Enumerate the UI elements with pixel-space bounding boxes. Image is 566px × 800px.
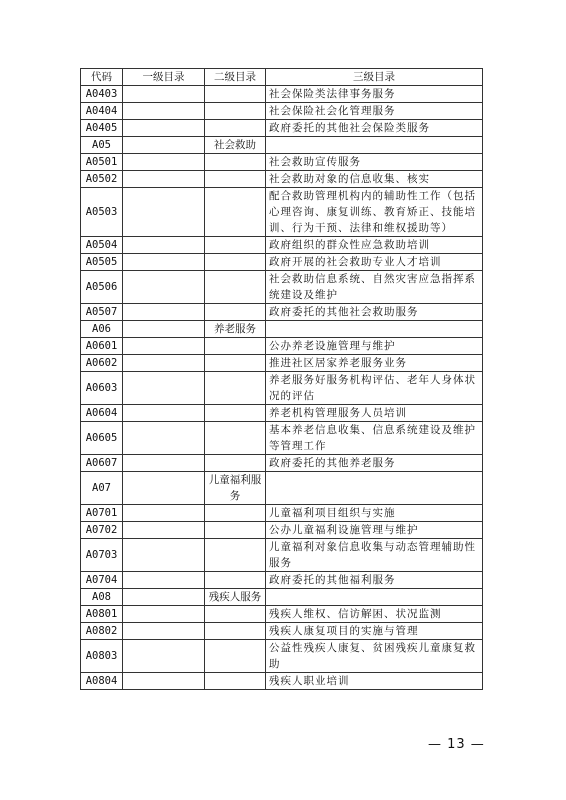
table-row bbox=[81, 589, 483, 606]
cell-level3: 基本养老信息收集、信息系统建设及维护等管理工作 bbox=[266, 422, 483, 455]
cell-level1 bbox=[123, 237, 205, 254]
cell-level3 bbox=[266, 472, 483, 505]
table-row bbox=[81, 338, 483, 355]
cell-level3: 配合救助管理机构内的辅助性工作（包括心理咨询、康复训练、教育矫正、技能培训、行为干预、法律和维权援助等） bbox=[266, 188, 483, 237]
table-row bbox=[81, 606, 483, 623]
cell-code: A0701 bbox=[81, 505, 123, 522]
cell-level2 bbox=[205, 623, 266, 640]
cell-level1 bbox=[123, 405, 205, 422]
cell-code: A0803 bbox=[81, 640, 123, 673]
cell-level3: 儿童福利项目组织与实施 bbox=[266, 505, 483, 522]
cell-level2 bbox=[205, 154, 266, 171]
cell-code: A0505 bbox=[81, 254, 123, 271]
cell-level2 bbox=[205, 103, 266, 120]
table-row bbox=[81, 237, 483, 254]
cell-level2 bbox=[205, 188, 266, 237]
cell-level2 bbox=[205, 539, 266, 572]
header-code: 代码 bbox=[81, 69, 123, 86]
cell-level3: 公益性残疾人康复、贫困残疾儿童康复救助 bbox=[266, 640, 483, 673]
cell-level2 bbox=[205, 171, 266, 188]
cell-level3: 政府组织的群众性应急救助培训 bbox=[266, 237, 483, 254]
table-row bbox=[81, 472, 483, 505]
table-body bbox=[81, 86, 483, 690]
cell-level2 bbox=[205, 522, 266, 539]
cell-code: A07 bbox=[81, 472, 123, 505]
cell-level2 bbox=[205, 237, 266, 254]
cell-level1 bbox=[123, 137, 205, 154]
cell-level1 bbox=[123, 640, 205, 673]
cell-level2: 社会救助 bbox=[205, 137, 266, 154]
cell-code: A0804 bbox=[81, 673, 123, 690]
cell-level1 bbox=[123, 372, 205, 405]
cell-code: A0605 bbox=[81, 422, 123, 455]
cell-code: A0503 bbox=[81, 188, 123, 237]
cell-level1 bbox=[123, 455, 205, 472]
cell-code: A08 bbox=[81, 589, 123, 606]
cell-code: A0502 bbox=[81, 171, 123, 188]
cell-level3: 残疾人职业培训 bbox=[266, 673, 483, 690]
cell-code: A0604 bbox=[81, 405, 123, 422]
cell-level2 bbox=[205, 86, 266, 103]
cell-level1 bbox=[123, 120, 205, 137]
cell-level3: 养老机构管理服务人员培训 bbox=[266, 405, 483, 422]
cell-level1 bbox=[123, 606, 205, 623]
cell-code: A0602 bbox=[81, 355, 123, 372]
cell-level1 bbox=[123, 271, 205, 304]
cell-level3: 残疾人维权、信访解困、状况监测 bbox=[266, 606, 483, 623]
cell-level3: 社会救助信息系统、自然灾害应急指挥系统建设及维护 bbox=[266, 271, 483, 304]
table-row bbox=[81, 271, 483, 304]
cell-level2 bbox=[205, 405, 266, 422]
cell-level2 bbox=[205, 606, 266, 623]
cell-code: A0501 bbox=[81, 154, 123, 171]
cell-level3: 残疾人康复项目的实施与管理 bbox=[266, 623, 483, 640]
cell-level3: 政府委托的其他社会救助服务 bbox=[266, 304, 483, 321]
table-row bbox=[81, 455, 483, 472]
cell-level1 bbox=[123, 673, 205, 690]
cell-level3 bbox=[266, 137, 483, 154]
cell-level1 bbox=[123, 589, 205, 606]
table-row bbox=[81, 355, 483, 372]
cell-level2 bbox=[205, 455, 266, 472]
cell-level2 bbox=[205, 372, 266, 405]
table-row bbox=[81, 505, 483, 522]
cell-level2 bbox=[205, 572, 266, 589]
table-row bbox=[81, 422, 483, 455]
table-row bbox=[81, 321, 483, 338]
cell-level1 bbox=[123, 422, 205, 455]
header-level3: 三级目录 bbox=[266, 69, 483, 86]
cell-code: A0506 bbox=[81, 271, 123, 304]
table-row bbox=[81, 640, 483, 673]
cell-level1 bbox=[123, 171, 205, 188]
cell-level3: 养老服务好服务机构评估、老年人身体状况的评估 bbox=[266, 372, 483, 405]
cell-level3: 政府委托的其他福利服务 bbox=[266, 572, 483, 589]
cell-level3: 社会救助宣传服务 bbox=[266, 154, 483, 171]
cell-level3: 推进社区居家养老服务业务 bbox=[266, 355, 483, 372]
cell-level2 bbox=[205, 673, 266, 690]
cell-level2 bbox=[205, 304, 266, 321]
cell-level3: 社会保险社会化管理服务 bbox=[266, 103, 483, 120]
cell-level3: 儿童福利对象信息收集与动态管理辅助性服务 bbox=[266, 539, 483, 572]
cell-level3: 政府开展的社会救助专业人才培训 bbox=[266, 254, 483, 271]
cell-level1 bbox=[123, 254, 205, 271]
cell-level2 bbox=[205, 271, 266, 304]
cell-level1 bbox=[123, 304, 205, 321]
cell-code: A0801 bbox=[81, 606, 123, 623]
table-row bbox=[81, 539, 483, 572]
cell-level2: 养老服务 bbox=[205, 321, 266, 338]
cell-level3: 公办养老设施管理与维护 bbox=[266, 338, 483, 355]
cell-level2 bbox=[205, 640, 266, 673]
page-number: — 13 — bbox=[428, 737, 485, 752]
cell-level1 bbox=[123, 321, 205, 338]
table-row bbox=[81, 103, 483, 120]
cell-level3 bbox=[266, 321, 483, 338]
table-row bbox=[81, 86, 483, 103]
cell-level1 bbox=[123, 103, 205, 120]
cell-level1 bbox=[123, 472, 205, 505]
cell-code: A0607 bbox=[81, 455, 123, 472]
cell-level3 bbox=[266, 589, 483, 606]
cell-level3: 社会救助对象的信息收集、核实 bbox=[266, 171, 483, 188]
cell-level1 bbox=[123, 572, 205, 589]
cell-code: A0702 bbox=[81, 522, 123, 539]
cell-level1 bbox=[123, 338, 205, 355]
table-row bbox=[81, 623, 483, 640]
cell-code: A0603 bbox=[81, 372, 123, 405]
cell-level1 bbox=[123, 505, 205, 522]
table-row bbox=[81, 137, 483, 154]
cell-level2: 儿童福利服务 bbox=[205, 472, 266, 505]
cell-code: A0403 bbox=[81, 86, 123, 103]
header-level2: 二级目录 bbox=[205, 69, 266, 86]
cell-level1 bbox=[123, 188, 205, 237]
table-row bbox=[81, 304, 483, 321]
cell-code: A0504 bbox=[81, 237, 123, 254]
cell-code: A06 bbox=[81, 321, 123, 338]
cell-level1 bbox=[123, 623, 205, 640]
cell-level3: 社会保险类法律事务服务 bbox=[266, 86, 483, 103]
table-row bbox=[81, 405, 483, 422]
cell-code: A0405 bbox=[81, 120, 123, 137]
cell-level2 bbox=[205, 254, 266, 271]
table-row bbox=[81, 572, 483, 589]
cell-level1 bbox=[123, 154, 205, 171]
table-row bbox=[81, 673, 483, 690]
cell-code: A0404 bbox=[81, 103, 123, 120]
table-row bbox=[81, 254, 483, 271]
table-row bbox=[81, 522, 483, 539]
header-row bbox=[81, 69, 483, 86]
table-row bbox=[81, 120, 483, 137]
cell-level1 bbox=[123, 86, 205, 103]
cell-level2 bbox=[205, 120, 266, 137]
cell-level2 bbox=[205, 355, 266, 372]
cell-code: A0703 bbox=[81, 539, 123, 572]
cell-level2 bbox=[205, 505, 266, 522]
cell-level2 bbox=[205, 422, 266, 455]
cell-code: A0802 bbox=[81, 623, 123, 640]
cell-code: A0507 bbox=[81, 304, 123, 321]
cell-level2 bbox=[205, 338, 266, 355]
table-row bbox=[81, 171, 483, 188]
cell-level1 bbox=[123, 355, 205, 372]
cell-code: A05 bbox=[81, 137, 123, 154]
cell-code: A0601 bbox=[81, 338, 123, 355]
catalog-table bbox=[80, 68, 483, 690]
table-row bbox=[81, 154, 483, 171]
cell-level3: 政府委托的其他养老服务 bbox=[266, 455, 483, 472]
cell-level1 bbox=[123, 522, 205, 539]
cell-level3: 政府委托的其他社会保险类服务 bbox=[266, 120, 483, 137]
cell-level1 bbox=[123, 539, 205, 572]
cell-level3: 公办儿童福利设施管理与维护 bbox=[266, 522, 483, 539]
cell-level2: 残疾人服务 bbox=[205, 589, 266, 606]
cell-code: A0704 bbox=[81, 572, 123, 589]
header-level1: 一级目录 bbox=[123, 69, 205, 86]
table-row bbox=[81, 372, 483, 405]
table-row bbox=[81, 188, 483, 237]
